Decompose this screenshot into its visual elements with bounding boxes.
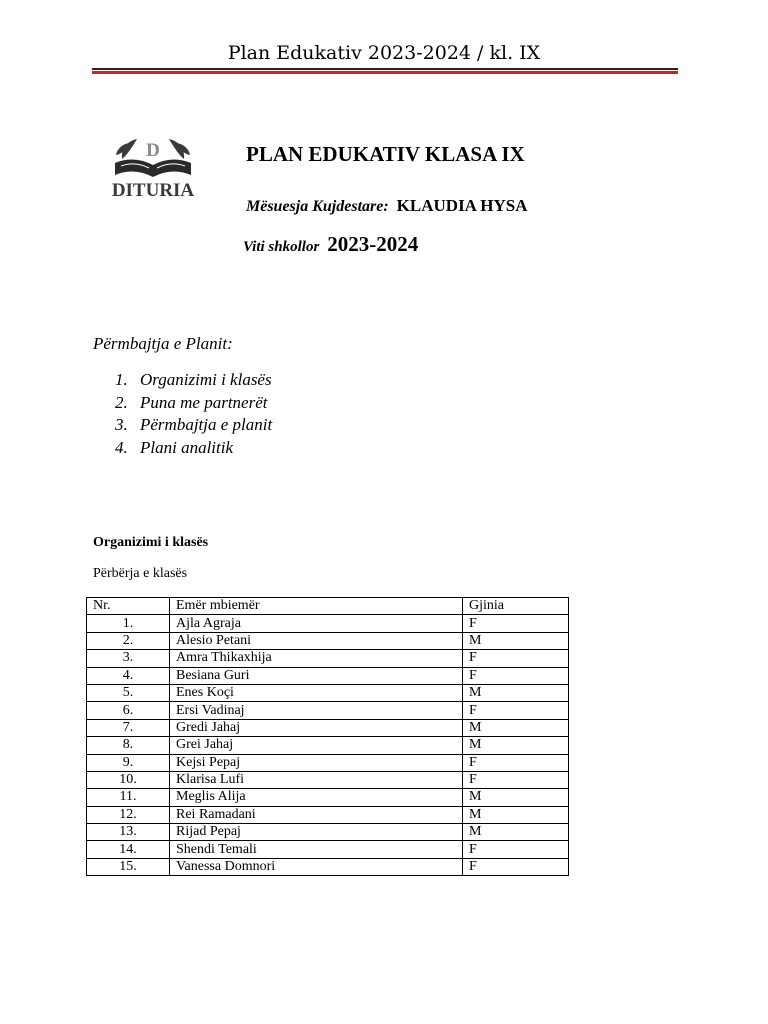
cell-gender: M [463,737,569,754]
cell-gender: F [463,650,569,667]
cell-name: Meglis Alija [170,789,463,806]
teacher-label: Mësuesja Kujdestare: [246,198,389,215]
table-row [87,824,569,841]
table-row [87,806,569,823]
section-subtitle: Përbërja e klasës [93,566,188,581]
cell-gender: F [463,667,569,684]
cell-name: Rei Ramadani [170,806,463,823]
table-row [87,684,569,701]
cell-nr: 6. [87,702,170,719]
dituria-logo [107,133,199,203]
laurel-left-icon [116,139,137,159]
table-row [87,858,569,875]
cell-name: Ersi Vadinaj [170,702,463,719]
cell-name: Enes Koçi [170,684,463,701]
cell-nr: 3. [87,650,170,667]
cell-name: Gredi Jahaj [170,719,463,736]
list-item [115,414,272,437]
teacher-name: KLAUDIA HYSA [396,196,528,215]
cell-name: Kejsi Pepaj [170,754,463,771]
column-header-nr: Nr. [87,598,170,615]
list-item-number: 2. [115,392,128,412]
contents-list [115,369,272,459]
cell-name: Ajla Agraja [170,615,463,632]
table-header-row [87,598,569,615]
cell-name: Vanessa Domnori [170,858,463,875]
table-row [87,632,569,649]
table-row [87,719,569,736]
school-year-line [243,232,418,257]
laurel-right-icon [169,139,190,159]
cell-gender: M [463,806,569,823]
cell-nr: 4. [87,667,170,684]
logo-letter: D [146,140,160,161]
list-item-text: Plani analitik [140,437,234,457]
cell-gender: F [463,841,569,858]
table-row [87,702,569,719]
list-item [115,437,272,460]
cell-name: Besiana Guri [170,667,463,684]
cell-gender: M [463,719,569,736]
cell-nr: 14. [87,841,170,858]
table-row [87,737,569,754]
cell-nr: 15. [87,858,170,875]
table-row [87,615,569,632]
cell-gender: M [463,632,569,649]
column-header-name: Emër mbiemër [170,598,463,615]
contents-heading: Përmbajtja e Planit: [93,334,233,353]
section-title: Organizimi i klasës [93,535,209,550]
cell-nr: 1. [87,615,170,632]
cell-gender: F [463,615,569,632]
document-title: PLAN EDUKATIV KLASA IX [246,142,525,166]
cell-gender: F [463,702,569,719]
header-rule-red [92,71,678,74]
cell-nr: 8. [87,737,170,754]
cell-name: Shendi Temali [170,841,463,858]
cell-nr: 11. [87,789,170,806]
list-item-text: Përmbajtja e planit [140,415,273,434]
cell-name: Amra Thikaxhija [170,650,463,667]
teacher-line [246,196,528,216]
cell-gender: F [463,754,569,771]
list-item-number: 1. [115,370,128,389]
cell-name: Alesio Petani [170,632,463,649]
table-row [87,771,569,788]
list-item-number: 3. [115,415,128,434]
cell-nr: 13. [87,824,170,841]
cell-nr: 9. [87,754,170,771]
table-row [87,841,569,858]
table-row [87,789,569,806]
school-year-value: 2023-2024 [327,232,419,256]
list-item-text: Puna me partnerët [140,392,268,412]
cell-name: Rijad Pepaj [170,824,463,841]
cell-nr: 7. [87,719,170,736]
open-book-icon [115,159,191,177]
list-item-text: Organizimi i klasës [140,370,272,389]
school-year-label: Viti shkollor [243,239,320,255]
cell-nr: 10. [87,771,170,788]
students-table [86,597,569,876]
table-row [87,667,569,684]
table-row [87,650,569,667]
list-item [115,392,272,415]
list-item [115,369,272,392]
cell-name: Klarisa Lufi [170,771,463,788]
cell-gender: F [463,858,569,875]
students-table-body [87,615,569,876]
page-header: Plan Edukativ 2023-2024 / kl. IX [227,42,541,64]
cell-nr: 12. [87,806,170,823]
cell-nr: 5. [87,684,170,701]
cell-gender: M [463,824,569,841]
column-header-gender: Gjinia [463,598,569,615]
list-item-number: 4. [115,437,128,457]
header-rule-dark [92,68,678,70]
cell-gender: F [463,771,569,788]
cell-nr: 2. [87,632,170,649]
cell-gender: M [463,684,569,701]
cell-name: Grei Jahaj [170,737,463,754]
logo-text: DITURIA [111,180,195,201]
table-row [87,754,569,771]
cell-gender: M [463,789,569,806]
